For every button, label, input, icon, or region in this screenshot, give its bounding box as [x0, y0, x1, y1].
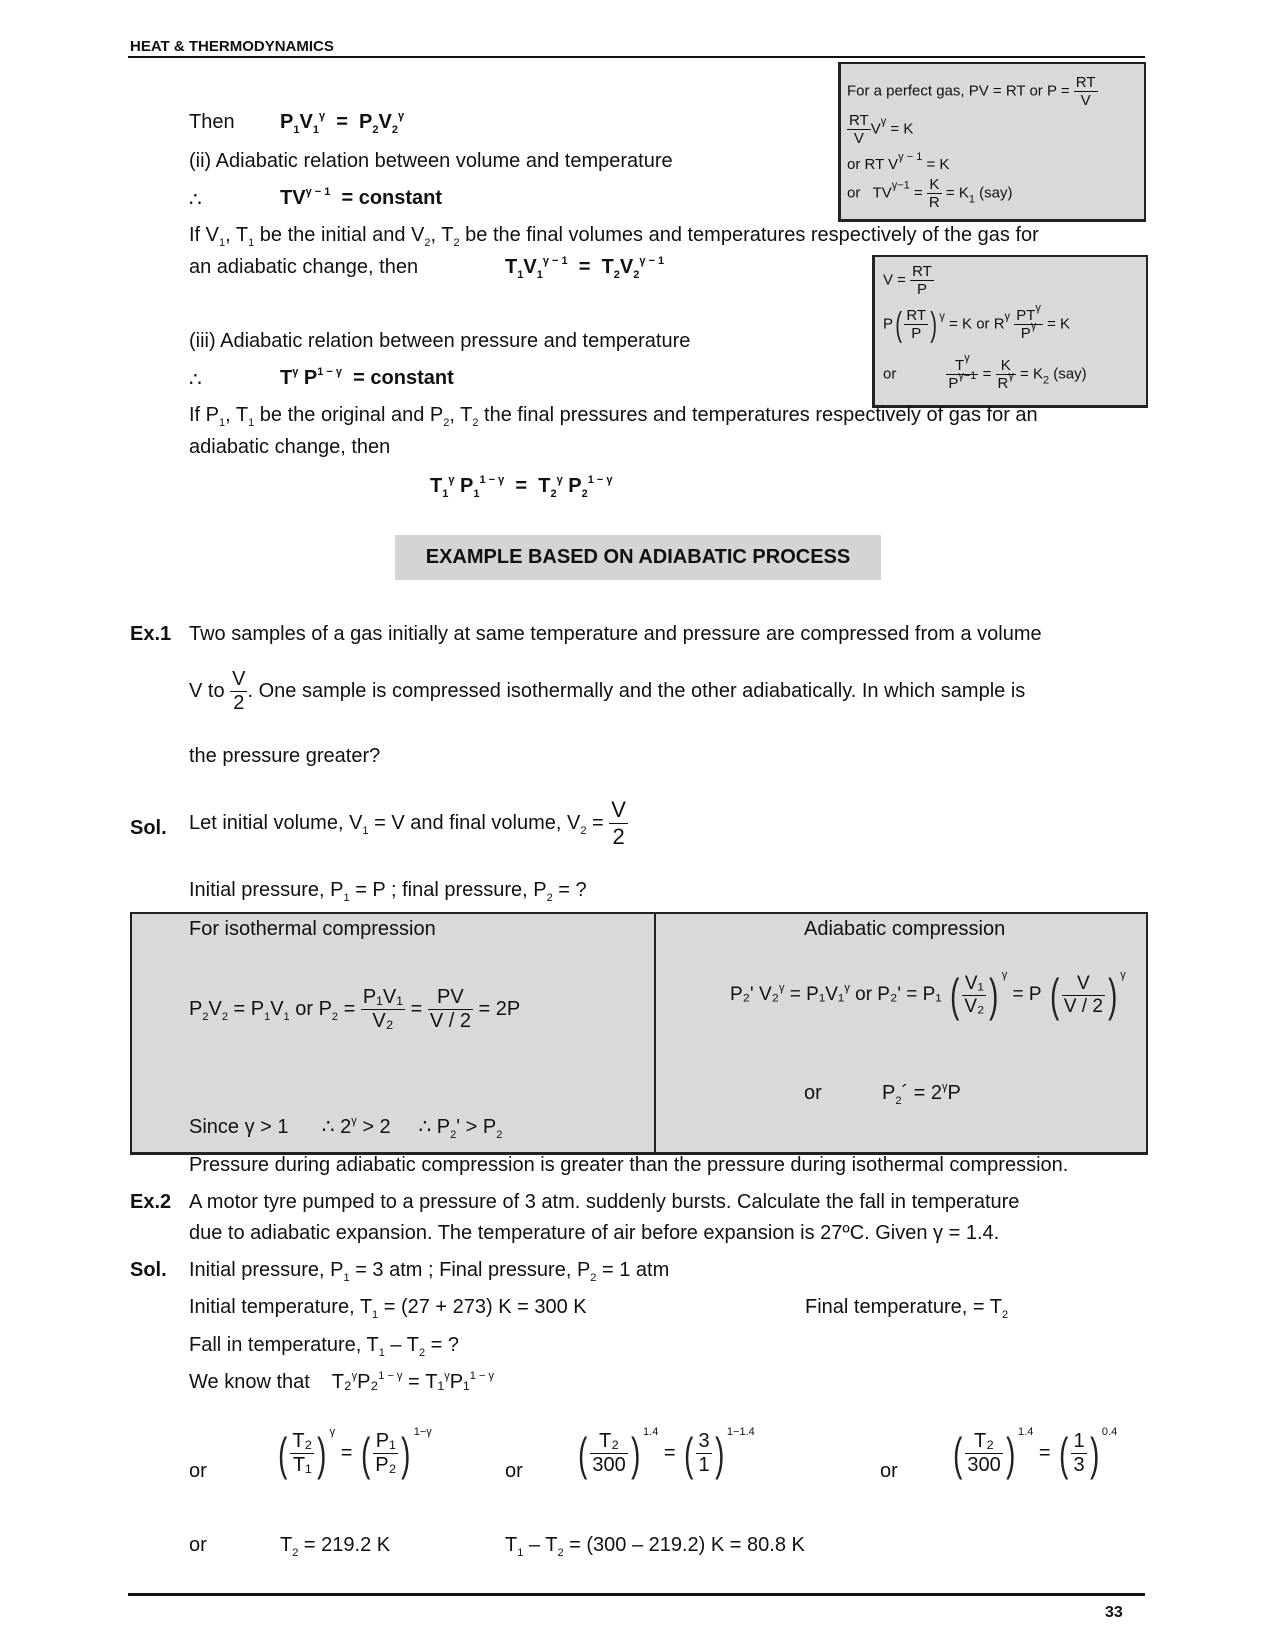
therefore-symbol: ∴	[189, 369, 202, 391]
fraction: $\frac{RT}{V}$	[849, 112, 869, 147]
side-note-line	[847, 74, 1098, 109]
solution-line: Initial pressure, $P_1 = 3$ atm ; Final pressure, $P_2 = 1$ atm	[189, 1259, 670, 1284]
running-header: HEAT & THERMODYNAMICS	[130, 38, 334, 55]
side-note-line: or RT $V^{\gamma - 1} = K$	[847, 151, 950, 173]
adiabatic-title: Adiabatic compression	[804, 918, 1006, 940]
side-note-line: V = $\frac{RT}{P}$	[883, 263, 932, 298]
subheading-ii: (ii) Adiabatic relation between volume and temperature	[189, 150, 673, 172]
page-number: 33	[1105, 1604, 1123, 1621]
paragraph-volume-temp: If $V_1$, $T_1$ be the initial and $V_2$, $T_2$ be the final volumes and temperatures respectively of the gas for	[189, 224, 1039, 249]
fraction: $\frac{\text{T₂}}{300}$	[592, 1430, 626, 1476]
side-note-text: For a perfect gas, PV = RT or P =	[847, 82, 1070, 100]
solution-line: Let initial volume, $V_1 = V$ and final volume, $V_2$ = $\frac{V}{2}$	[189, 797, 626, 849]
equation-ratio-simplified: ( $\frac{\text{T₂}}{300}$ ) $^{1.4}$ = ( $\frac{1}{3}$ ) $^{0.4}$	[953, 1425, 1118, 1480]
solution-line: Final temperature, = $T_2$	[805, 1296, 1009, 1321]
equation-pv-gamma: $P_1V_1^\gamma = P_2V_2^\gamma$	[280, 110, 405, 136]
solution-line: Fall in temperature, $T_1 - T_2$ = ?	[189, 1334, 459, 1359]
equation-t1p1-t2p2: $T_1^\gamma$ $P_1^{1 - \gamma} = T_2^\gamma$ $P_2^{1 - \gamma}$	[430, 474, 613, 500]
fraction: $\frac{3}{1}$	[698, 1430, 710, 1476]
fraction: $\frac{V}{2}$	[232, 668, 246, 714]
fraction: $\frac{\text{T₂}}{300}$	[967, 1430, 1001, 1476]
isothermal-title: For isothermal compression	[189, 918, 436, 940]
fraction: $\frac{\text{T₂}}{\text{T₁}}$	[292, 1430, 313, 1476]
fraction: $\frac{V}{2}$	[611, 797, 626, 849]
since-line: Since γ > 1 ∴ $2^\gamma > 2$ ∴ $P_2' > P_2$	[189, 1115, 503, 1141]
fraction: $\frac{RT}{P}$	[912, 263, 932, 298]
paragraph-pressure-temp-line2: adiabatic change, then	[189, 436, 391, 458]
paragraph-volume-temp-line2: an adiabatic change, then	[189, 256, 419, 278]
equation-tp-constant: $T^\gamma$ $P^{1 - \gamma}$ = constant	[280, 366, 454, 389]
example-question-line2: V to $\frac{V}{2}$ . One sample is compressed isothermally and the other adiabatically. In which sample is	[189, 668, 1026, 714]
fraction: $\frac{K}{R^\gamma}$	[997, 357, 1014, 392]
comparison-table	[130, 912, 1148, 1155]
solution-label: Sol.	[130, 817, 167, 839]
equation-ratio-general: ( $\frac{\text{T₂}}{\text{T₁}}$ ) $^\gamma$ = ( $\frac{\text{P₁}}{\text{P₂}}$ ) $^{1-\gamma}$	[278, 1425, 432, 1480]
side-note-box-2	[872, 255, 1148, 408]
equation-tv-constant: $TV^{\gamma - 1}$ = constant	[280, 186, 443, 209]
table-divider	[654, 914, 656, 1152]
fraction: $\frac{\text{P₁V₁}}{\text{V₂}}$	[362, 986, 404, 1032]
fraction: $\frac{\text{V₁}}{\text{V₂}}$	[964, 972, 985, 1017]
fraction: $\frac{PV}{V / 2}$	[429, 986, 471, 1032]
conclusion-text: Pressure during adiabatic compression is greater than the pressure during isothermal compression.	[189, 1154, 1069, 1176]
adiabatic-or: or	[804, 1082, 822, 1104]
footer-rule	[128, 1593, 1145, 1596]
or-label: or	[505, 1460, 523, 1482]
therefore-symbol: ∴	[189, 189, 202, 211]
equation-ratio-numeric: ( $\frac{\text{T₂}}{300}$ ) $^{1.4}$ = ( $\frac{3}{1}$ ) $^{1-1.4}$	[578, 1425, 755, 1480]
fraction: $\frac{PT^\gamma}{P^\gamma}$	[1016, 302, 1041, 342]
subheading-iii: (iii) Adiabatic relation between pressure and temperature	[189, 330, 691, 352]
fraction: $\frac{\text{P₁}}{\text{P₂}}$	[375, 1430, 397, 1476]
example-question-line3: the pressure greater?	[189, 745, 381, 767]
or-label: or	[189, 1460, 207, 1482]
solution-line: Initial temperature, $T_1 = (27 + 273) K = 300$ K	[189, 1296, 587, 1321]
example-label: Ex.1	[130, 623, 172, 645]
equation-t1v1-t2v2: $T_1V_1^{\gamma - 1} = T_2V_2^{\gamma - 1}$	[505, 255, 665, 281]
side-note-line: or $TV^{\gamma-1}$ = $\frac{K}{R}$ = $K_1$ (say)	[847, 176, 1013, 211]
adiabatic-equation: P₂' V₂$^\gamma$ = P₁V₁$^\gamma$ or P₂' = P₁ ( $\frac{\text{V₁}}{\text{V₂}}$ ) $^\gamma$ = P ( $\frac{V}{V / 2}$ ) $^\gamma$	[730, 969, 1126, 1021]
fraction: $\frac{T^\gamma}{P^{\gamma-1}}$	[948, 352, 977, 392]
then-label: Then	[189, 111, 235, 133]
fraction: $\frac{RT}{P}$	[906, 307, 927, 342]
final-answer: $T_1 - T_2 = (300 - 219.2) K = 80.8$ K	[505, 1534, 805, 1559]
side-note-line: $\frac{RT}{V}$ $V^\gamma = K$	[849, 112, 914, 147]
paragraph-pressure-temp: If $P_1$, $T_1$ be the original and $P_2$, $T_2$ the final pressures and temperatures respectively of gas for an	[189, 404, 1038, 429]
example-question-line2: due to adiabatic expansion. The temperature of air before expansion is 27ºC. Given γ = 1.4.	[189, 1222, 1000, 1244]
solution-label: Sol.	[130, 1259, 167, 1281]
fraction: $\frac{V}{V / 2}$	[1063, 972, 1103, 1017]
isothermal-equation: $P_2V_2 = P_1V_1$ or $P_2$ = $\frac{\text{P₁V₁}}{\text{V₂}}$ = $\frac{PV}{V / 2}$ = 2P	[189, 986, 521, 1032]
example-question: Two samples of a gas initially at same temperature and pressure are compressed from a volume	[189, 623, 1042, 645]
fraction: $\frac{1}{3}$	[1073, 1430, 1085, 1476]
solution-line: Initial pressure, $P_1 = P$ ; final pressure, $P_2$ = ?	[189, 879, 587, 904]
fraction: $\frac{RT}{V}$	[1075, 74, 1096, 109]
final-t2: $T_2 = 219.2$ K	[280, 1534, 391, 1559]
or-label: or	[880, 1460, 898, 1482]
solution-line: We know that T₂$^\gamma$P₂$^{1 - \gamma}$ = T₁$^\gamma$P₁$^{1 - \gamma}$	[189, 1370, 494, 1393]
or-label: or	[189, 1534, 207, 1556]
example-label: Ex.2	[130, 1191, 172, 1213]
adiabatic-result: $P_2´ = 2^\gamma P$	[882, 1081, 961, 1107]
header-rule	[128, 56, 1145, 58]
section-heading: EXAMPLE BASED ON ADIABATIC PROCESS	[395, 535, 881, 580]
side-note-box-1	[838, 62, 1146, 222]
example-question: A motor tyre pumped to a pressure of 3 atm. suddenly bursts. Calculate the fall in temperature	[189, 1191, 1020, 1213]
side-note-line: or $\frac{T^\gamma}{P^{\gamma-1}}$ = $\frac{K}{R^\gamma}$ = $K_2$ (say)	[883, 352, 1087, 392]
side-note-line: P( $\frac{RT}{P}$ ) $^\gamma$ = K or $R^\gamma$ $\frac{PT^\gamma}{P^\gamma}$ = K	[883, 302, 1070, 344]
fraction: $\frac{K}{R}$	[928, 176, 940, 211]
